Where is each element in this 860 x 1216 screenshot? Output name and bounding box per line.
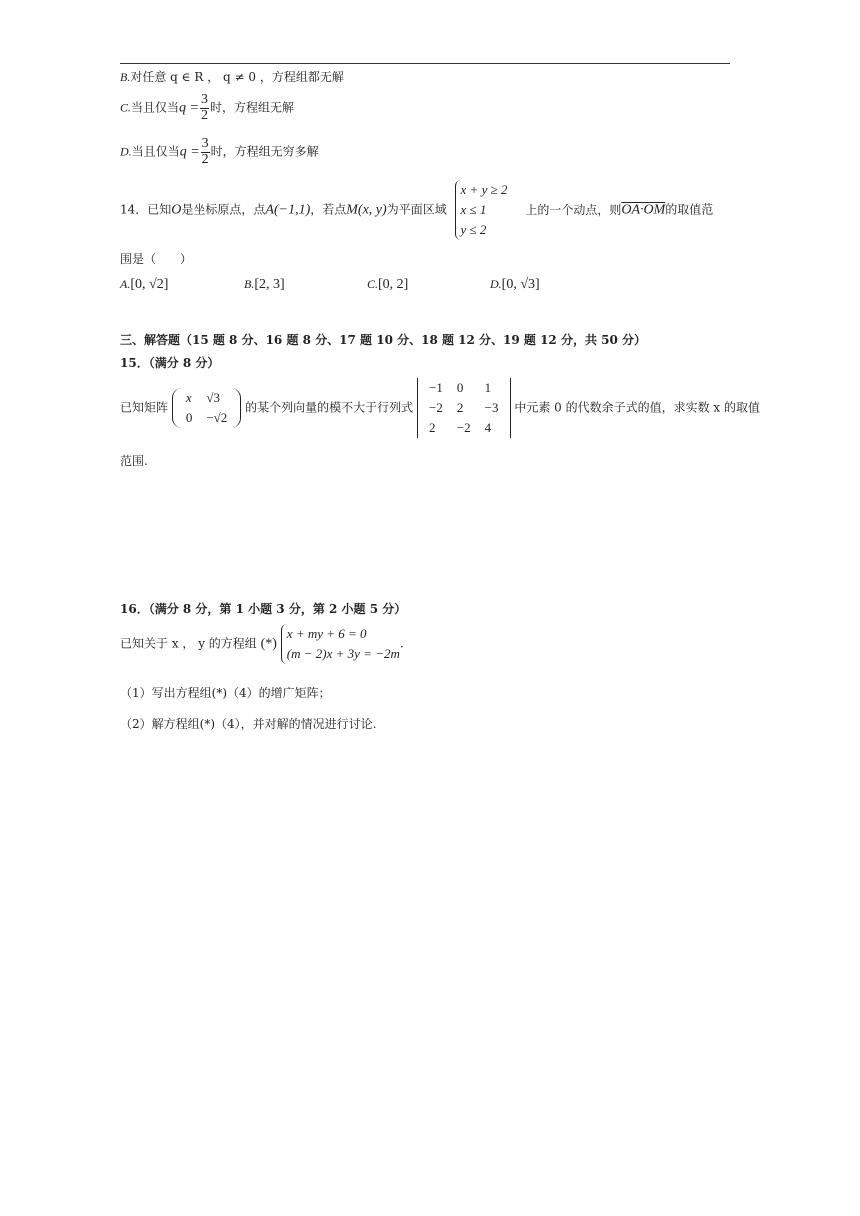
det-cell: 1 bbox=[484, 380, 492, 395]
equation-system bbox=[281, 624, 400, 664]
q15-heading: 15．（满分 8 分） bbox=[120, 356, 220, 370]
option-value: [0, √2] bbox=[130, 277, 169, 292]
matrix bbox=[172, 388, 241, 428]
q14-stem bbox=[120, 180, 713, 240]
q13-option-b bbox=[120, 68, 344, 85]
math-symbol: (*) bbox=[260, 636, 277, 652]
math-variable: q = bbox=[179, 144, 200, 160]
math-point: A(−1,1) bbox=[265, 202, 311, 218]
fraction-denominator: 2 bbox=[200, 107, 208, 123]
matrix-cell: −√2 bbox=[206, 410, 228, 425]
stem-text: 中元素 0 的代数余子式的值，求实数 x 的取值 bbox=[514, 400, 761, 415]
equation: x + my + 6 = 0 bbox=[286, 626, 367, 641]
option-letter: D. bbox=[490, 277, 502, 291]
option-value: [0, √3] bbox=[501, 277, 540, 292]
math-symbol: O bbox=[171, 202, 182, 218]
det-cell: 2 bbox=[428, 420, 436, 435]
q15-stem bbox=[120, 378, 760, 438]
inequality-system bbox=[455, 180, 508, 240]
option-letter: A. bbox=[120, 277, 131, 291]
option-text: 当且仅当 bbox=[131, 100, 180, 115]
q14-option-a bbox=[120, 277, 168, 293]
det-cell: −2 bbox=[456, 420, 471, 435]
fraction-denominator: 2 bbox=[201, 151, 209, 167]
stem-text: 上的一个动点，则 bbox=[525, 202, 622, 217]
matrix-table bbox=[179, 388, 234, 428]
option-value: [2, 3] bbox=[254, 277, 285, 292]
section-heading: 三、解答题（15 题 8 分、16 题 8 分、17 题 10 分、18 题 12 分、19 题 12 分，共 50 分） bbox=[120, 333, 647, 347]
q13-option-c bbox=[120, 93, 294, 123]
determinant-table bbox=[422, 378, 506, 438]
inequality: y ≤ 2 bbox=[460, 222, 487, 237]
matrix-cell: 0 bbox=[185, 410, 193, 425]
stem-text: 已知矩阵 bbox=[120, 400, 169, 415]
stem-text: ，若点 bbox=[310, 202, 347, 217]
math-variable: q = bbox=[179, 100, 199, 116]
stem-text: 是坐标原点，点 bbox=[181, 202, 266, 217]
det-cell: −1 bbox=[428, 380, 443, 395]
stem-text: 14．已知 bbox=[120, 202, 172, 217]
stem-text: 的取值范 bbox=[665, 202, 714, 217]
q14-stem-line2: 围是（ ） bbox=[120, 252, 193, 266]
option-text: 时，方程组无解 bbox=[209, 100, 294, 115]
option-text: 时，方程组无穷多解 bbox=[210, 144, 319, 159]
inequality: x + y ≥ 2 bbox=[460, 182, 508, 197]
equation: (m − 2)x + 3y = −2m bbox=[286, 646, 400, 661]
stem-text: 为平面区域 bbox=[386, 202, 447, 217]
fraction bbox=[200, 93, 209, 123]
option-value: [0, 2] bbox=[378, 277, 409, 292]
top-rule bbox=[120, 63, 730, 64]
option-text: 当且仅当 bbox=[131, 144, 180, 159]
q13-option-d bbox=[120, 137, 319, 167]
stem-text: 已知关于 x ， y 的方程组 bbox=[120, 636, 257, 651]
fraction-numerator: 3 bbox=[200, 92, 208, 107]
option-letter: B. bbox=[120, 70, 131, 84]
fraction bbox=[201, 137, 210, 167]
matrix-cell: x bbox=[185, 390, 192, 405]
q14-option-d bbox=[490, 277, 540, 293]
q14-option-b bbox=[244, 277, 285, 293]
q14-option-c bbox=[367, 277, 408, 293]
q16-part1: （1）写出方程组(*)（4）的增广矩阵； bbox=[120, 686, 331, 700]
stem-text: . bbox=[399, 636, 404, 651]
det-cell: 2 bbox=[456, 400, 464, 415]
q15-stem-line2: 范围. bbox=[120, 454, 148, 468]
option-letter: D. bbox=[120, 144, 132, 159]
det-cell: −2 bbox=[428, 400, 443, 415]
matrix-cell: √3 bbox=[206, 390, 220, 405]
stem-text: 的某个列向量的模不大于行列式 bbox=[245, 400, 414, 415]
q16-stem bbox=[120, 624, 404, 664]
option-letter: B. bbox=[244, 277, 255, 291]
fraction-numerator: 3 bbox=[201, 136, 209, 151]
det-cell: −3 bbox=[484, 400, 499, 415]
determinant bbox=[417, 378, 511, 438]
math-vector: OA·OM bbox=[621, 202, 666, 218]
inequality: x ≤ 1 bbox=[460, 202, 487, 217]
option-text: 对任意 q ∈ R ， q ≠ 0 ，方程组都无解 bbox=[130, 70, 344, 84]
math-point: M(x, y) bbox=[346, 202, 387, 218]
det-cell: 4 bbox=[484, 420, 492, 435]
q16-part2: （2）解方程组(*)（4），并对解的情况进行讨论. bbox=[120, 717, 377, 731]
det-cell: 0 bbox=[456, 380, 464, 395]
option-letter: C. bbox=[120, 100, 132, 115]
option-letter: C. bbox=[367, 277, 379, 291]
q16-heading: 16．（满分 8 分，第 1 小题 3 分，第 2 小题 5 分） bbox=[120, 602, 407, 616]
